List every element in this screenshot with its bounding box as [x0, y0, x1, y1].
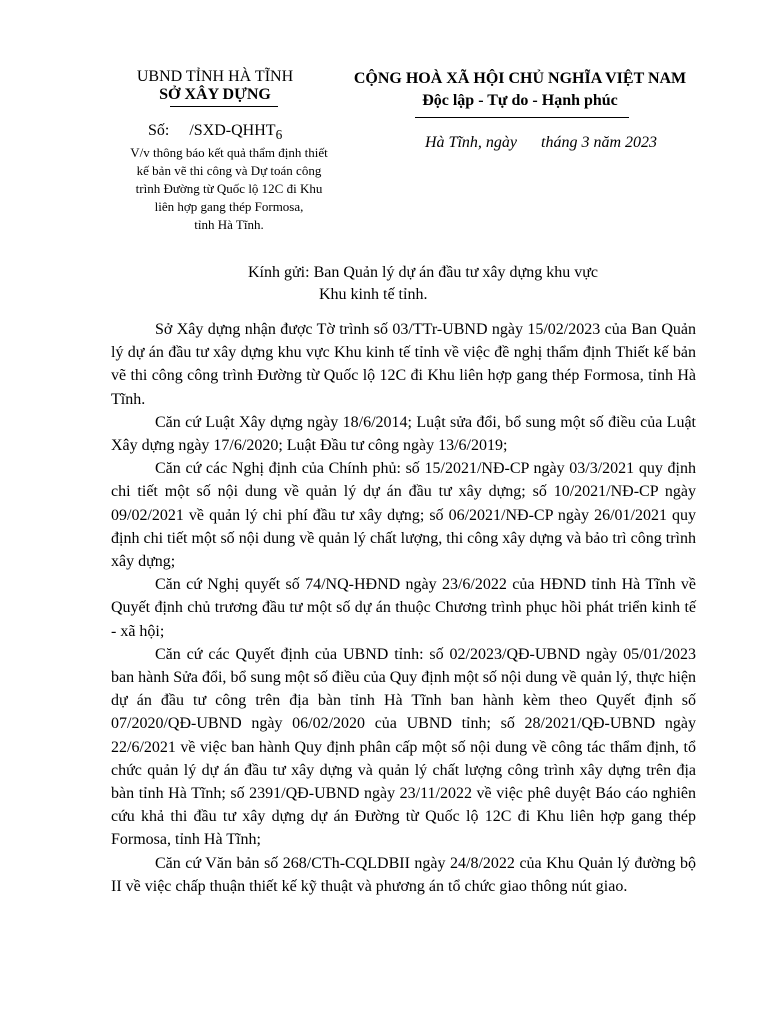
- doc-number-code: /SXD-QHHT: [189, 122, 276, 139]
- doc-number-suffix: 6: [275, 127, 283, 143]
- subject-line: tỉnh Hà Tĩnh.: [194, 217, 264, 232]
- place-date-line: Hà Tĩnh, ngày tháng 3 năm 2023: [425, 134, 657, 151]
- doc-number-label: Số:: [148, 122, 170, 139]
- issuing-agency-block: [130, 68, 300, 104]
- subject-line: trình Đường từ Quốc lộ 12C đi Khu: [135, 181, 323, 196]
- body-paragraph: Căn cứ Nghị quyết số 74/NQ-HĐND ngày 23/6/2022 của HĐND tỉnh Hà Tĩnh về Quyết định chủ trương đầu tư một số dự án thuộc Chương trình phục hồi phát triển kinh tế - xã hội;: [111, 576, 696, 640]
- subject-line: liên hợp gang thép Formosa,: [154, 199, 304, 214]
- recipient-block: [248, 262, 668, 306]
- department-name: SỞ XÂY DỰNG: [159, 86, 271, 103]
- body-paragraph: Căn cứ Văn bản số 268/CTh-CQLDBII ngày 24/8/2022 của Khu Quản lý đường bộ II về việc chấp thuận thiết kế kỹ thuật và phương án tổ chức giao thông nút giao.: [111, 854, 696, 895]
- national-header-block: [330, 68, 710, 112]
- body-paragraph: Căn cứ các Nghị định của Chính phủ: số 15/2021/NĐ-CP ngày 03/3/2021 quy định chi tiết một số nội dung về quản lý dự án đầu tư xây dựng; số 10/2021/NĐ-CP ngày 09/02/2021 về quản lý chi phí đầu tư xây dựng; số 06/2021/NĐ-CP ngày 26/01/2021 quy định chi tiết một số nội dung về quản lý chất lượng, thi công xây dựng và bảo trì công trình xây dựng;: [111, 460, 696, 571]
- recipient-line-1: Kính gửi: Ban Quản lý dự án đầu tư xây dựng khu vực: [248, 264, 598, 281]
- body-paragraph: Căn cứ các Quyết định của UBND tỉnh: số 02/2023/QĐ-UBND ngày 05/01/2023 ban hành Sửa đổi, bổ sung một số điều của Quy định một số nội dung về quản lý, thực hiện dự án đầu tư công trên địa bàn tỉnh Hà Tĩnh ban hành kèm theo Quyết định số 07/2020/QĐ-UBND ngày 06/02/2020 của UBND tỉnh; số 28/2021/QĐ-UBND ngày 22/6/2021 về việc ban hành Quy định phân cấp một số nội dung về công tác thẩm định, tổ chức quản lý dự án đầu tư xây dựng và quản lý chất lượng công trình xây dựng trên địa bàn tỉnh Hà Tĩnh; số 2391/QĐ-UBND ngày 23/11/2022 về việc phê duyệt Báo cáo nghiên cứu khả thi đầu tư xây dựng dự án Đường từ Quốc lộ 12C đi Khu liên hợp gang thép Formosa, tỉnh Hà Tĩnh;: [111, 645, 696, 849]
- document-subject: [108, 144, 350, 234]
- nation-name: CỘNG HOÀ XÃ HỘI CHỦ NGHĨA VIỆT NAM: [353, 70, 687, 87]
- motto-underline: [415, 117, 629, 118]
- subject-line: kế bản vẽ thi công và Dự toán công: [136, 163, 322, 178]
- recipient-line-2: Khu kinh tế tỉnh.: [319, 286, 428, 303]
- agency-name: UBND TỈNH HÀ TĨNH: [136, 68, 294, 85]
- body-paragraph: Căn cứ Luật Xây dựng ngày 18/6/2014; Luật sửa đổi, bổ sung một số điều của Luật Xây dựng ngày 17/6/2020; Luật Đầu tư công ngày 13/6/2019;: [111, 413, 696, 455]
- document-number: [148, 122, 282, 143]
- subject-line: V/v thông báo kết quả thẩm định thiết: [130, 145, 328, 160]
- document-body: [111, 318, 696, 898]
- department-underline: [170, 106, 278, 107]
- national-motto: Độc lập - Tự do - Hạnh phúc: [422, 92, 618, 109]
- body-paragraph: Sở Xây dựng nhận được Tờ trình số 03/TTr-UBND ngày 15/02/2023 của Ban Quản lý dự án đầu tư xây dựng khu vực Khu kinh tế tỉnh về việc đề nghị thẩm định Thiết kế bản vẽ thi công công trình Đường từ Quốc lộ 12C đi Khu liên hợp gang thép Formosa, tỉnh Hà Tĩnh.: [111, 321, 696, 408]
